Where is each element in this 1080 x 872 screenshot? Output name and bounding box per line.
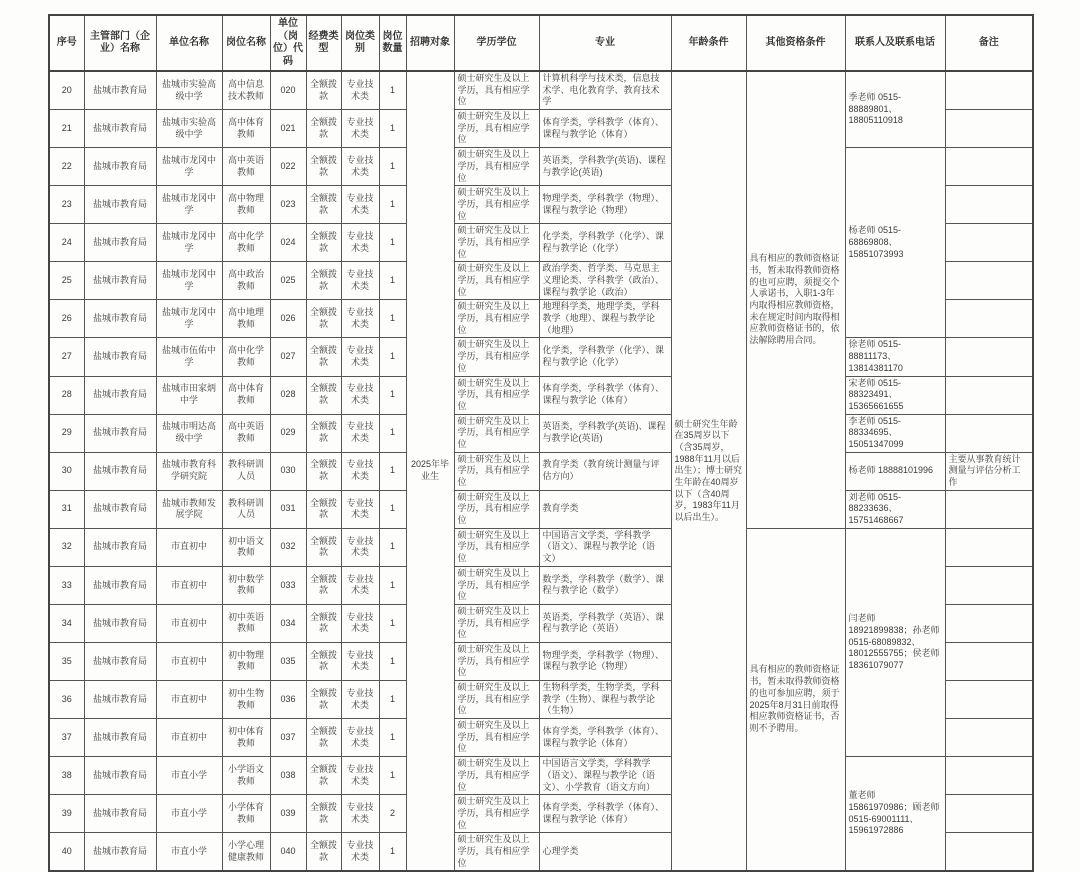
cell-no: 34 [49, 604, 84, 642]
cell-remark [945, 833, 1033, 872]
cell-post-count: 1 [379, 148, 406, 186]
cell-remark [945, 414, 1033, 452]
cell-degree: 硕士研究生及以上学历，具有相应学位 [454, 642, 539, 680]
cell-fund-type: 全额拨款 [306, 148, 341, 186]
table-row [49, 71, 1033, 110]
cell-unit: 盐城市实验高级中学 [156, 71, 222, 110]
cell-unit: 市直初中 [156, 719, 222, 757]
cell-major: 心理学类 [539, 833, 671, 872]
cell-no: 23 [49, 186, 84, 224]
cell-fund-type: 全额拨款 [306, 490, 341, 528]
cell-remark [945, 110, 1033, 148]
cell-post: 初中英语教师 [222, 604, 270, 642]
cell-age-condition: 硕士研究生年龄在35周岁以下（含35周岁，1988年11月以后出生）；博士研究生年龄在40周岁以下（含40周岁，1983年11月以后出生）。 [671, 71, 746, 871]
cell-no: 38 [49, 757, 84, 795]
cell-unit: 盐城市龙冈中学 [156, 224, 222, 262]
col-header-degree: 学历学位 [454, 15, 539, 71]
cell-post-count: 1 [379, 452, 406, 490]
cell-post-category: 专业技术类 [341, 757, 379, 795]
cell-post-category: 专业技术类 [341, 148, 379, 186]
recruitment-table [48, 14, 1034, 872]
cell-degree: 硕士研究生及以上学历，具有相应学位 [454, 71, 539, 110]
cell-major: 教育学类 [539, 490, 671, 528]
cell-fund-type: 全额拨款 [306, 110, 341, 148]
cell-dept: 盐城市教育局 [84, 528, 156, 566]
cell-post-category: 专业技术类 [341, 604, 379, 642]
col-header-age: 年龄条件 [671, 15, 746, 71]
cell-post-category: 专业技术类 [341, 452, 379, 490]
col-header-target: 招聘对象 [406, 15, 454, 71]
cell-post-count: 1 [379, 110, 406, 148]
cell-unit: 盐城市龙冈中学 [156, 262, 222, 300]
cell-remark [945, 338, 1033, 376]
cell-remark [945, 604, 1033, 642]
cell-major: 化学类，学科教学（化学）、课程与教学论（化学） [539, 338, 671, 376]
cell-fund-type: 全额拨款 [306, 757, 341, 795]
cell-code: 030 [270, 452, 306, 490]
cell-fund-type: 全额拨款 [306, 262, 341, 300]
cell-major: 英语类，学科教学(英语)、课程与教学论(英语) [539, 148, 671, 186]
cell-post: 初中体育教师 [222, 719, 270, 757]
cell-post-count: 1 [379, 490, 406, 528]
table-row [49, 414, 1033, 452]
cell-contact: 杨老师 0515-68869808、15851073993 [845, 148, 945, 338]
cell-code: 023 [270, 186, 306, 224]
cell-post: 高中化学教师 [222, 224, 270, 262]
cell-major: 体育学类，学科教学（体育）、课程与教学论（体育） [539, 795, 671, 833]
cell-post-count: 1 [379, 338, 406, 376]
cell-post-category: 专业技术类 [341, 528, 379, 566]
cell-degree: 硕士研究生及以上学历，具有相应学位 [454, 566, 539, 604]
cell-code: 034 [270, 604, 306, 642]
cell-no: 30 [49, 452, 84, 490]
cell-fund-type: 全额拨款 [306, 719, 341, 757]
cell-dept: 盐城市教育局 [84, 71, 156, 110]
cell-post-category: 专业技术类 [341, 795, 379, 833]
cell-code: 027 [270, 338, 306, 376]
cell-unit: 盐城市龙冈中学 [156, 148, 222, 186]
table-row [49, 376, 1033, 414]
cell-post: 高中政治教师 [222, 262, 270, 300]
cell-no: 22 [49, 148, 84, 186]
cell-fund-type: 全额拨款 [306, 681, 341, 719]
cell-dept: 盐城市教育局 [84, 604, 156, 642]
cell-post: 初中语文教师 [222, 528, 270, 566]
cell-unit: 市直初中 [156, 566, 222, 604]
cell-post: 高中体育教师 [222, 376, 270, 414]
table-row [49, 490, 1033, 528]
cell-post-category: 专业技术类 [341, 833, 379, 872]
cell-degree: 硕士研究生及以上学历，具有相应学位 [454, 681, 539, 719]
cell-post-category: 专业技术类 [341, 719, 379, 757]
cell-unit: 市直初中 [156, 681, 222, 719]
cell-post-count: 1 [379, 528, 406, 566]
cell-post-count: 1 [379, 186, 406, 224]
col-header-remark: 备注 [945, 15, 1033, 71]
cell-post-count: 1 [379, 71, 406, 110]
col-header-count: 岗位数量 [379, 15, 406, 71]
cell-other-qualification: 具有相应的教师资格证书，暂未取得教师资格的也可应聘，须提交个人承诺书，入职1-3年内取得相应教师资格，未在规定时间内取得相应教师资格证书的，依法解除聘用合同。 [746, 71, 845, 528]
cell-post-category: 专业技术类 [341, 110, 379, 148]
cell-dept: 盐城市教育局 [84, 795, 156, 833]
col-header-code: 单位（岗位）代码 [270, 15, 306, 71]
cell-post-category: 专业技术类 [341, 71, 379, 110]
cell-no: 29 [49, 414, 84, 452]
cell-remark [945, 795, 1033, 833]
cell-degree: 硕士研究生及以上学历，具有相应学位 [454, 452, 539, 490]
cell-dept: 盐城市教育局 [84, 148, 156, 186]
cell-unit: 盐城市实验高级中学 [156, 110, 222, 148]
cell-degree: 硕士研究生及以上学历，具有相应学位 [454, 528, 539, 566]
cell-fund-type: 全额拨款 [306, 566, 341, 604]
cell-post: 高中信息技术教师 [222, 71, 270, 110]
cell-dept: 盐城市教育局 [84, 719, 156, 757]
cell-post-category: 专业技术类 [341, 300, 379, 338]
cell-post-count: 1 [379, 414, 406, 452]
cell-fund-type: 全额拨款 [306, 71, 341, 110]
cell-post: 高中物理教师 [222, 186, 270, 224]
cell-no: 37 [49, 719, 84, 757]
cell-code: 021 [270, 110, 306, 148]
cell-post: 小学心理健康教师 [222, 833, 270, 872]
cell-code: 033 [270, 566, 306, 604]
cell-fund-type: 全额拨款 [306, 186, 341, 224]
cell-post: 初中数学教师 [222, 566, 270, 604]
cell-code: 038 [270, 757, 306, 795]
cell-remark [945, 262, 1033, 300]
cell-remark [945, 642, 1033, 680]
cell-contact: 徐老师 0515-88811173、13814381170 [845, 338, 945, 376]
cell-no: 35 [49, 642, 84, 680]
cell-contact: 杨老师 18888101996 [845, 452, 945, 490]
cell-post-category: 专业技术类 [341, 338, 379, 376]
cell-unit: 盐城市明达高级中学 [156, 414, 222, 452]
cell-post: 小学体育教师 [222, 795, 270, 833]
cell-unit: 市直初中 [156, 604, 222, 642]
col-header-unit: 单位名称 [156, 15, 222, 71]
cell-degree: 硕士研究生及以上学历，具有相应学位 [454, 604, 539, 642]
cell-degree: 硕士研究生及以上学历，具有相应学位 [454, 376, 539, 414]
cell-code: 020 [270, 71, 306, 110]
cell-degree: 硕士研究生及以上学历，具有相应学位 [454, 110, 539, 148]
cell-post-category: 专业技术类 [341, 642, 379, 680]
col-header-post: 岗位名称 [222, 15, 270, 71]
cell-dept: 盐城市教育局 [84, 376, 156, 414]
col-header-qualification: 其他资格条件 [746, 15, 845, 71]
cell-major: 物理学类，学科教学（物理）、课程与教学论（物理） [539, 642, 671, 680]
cell-post-count: 1 [379, 681, 406, 719]
cell-contact: 李老师 0515-88334695、15051347099 [845, 414, 945, 452]
cell-unit: 盐城市田家炳中学 [156, 376, 222, 414]
col-header-category: 岗位类别 [341, 15, 379, 71]
cell-dept: 盐城市教育局 [84, 833, 156, 872]
cell-post: 高中英语教师 [222, 414, 270, 452]
cell-post: 教科研训人员 [222, 452, 270, 490]
cell-remark [945, 71, 1033, 110]
cell-fund-type: 全额拨款 [306, 376, 341, 414]
cell-post-count: 1 [379, 224, 406, 262]
cell-post: 教科研训人员 [222, 490, 270, 528]
cell-post-count: 1 [379, 757, 406, 795]
cell-post-category: 专业技术类 [341, 376, 379, 414]
cell-major: 体育学类，学科教学（体育）、课程与教学论（体育） [539, 110, 671, 148]
cell-code: 024 [270, 224, 306, 262]
cell-post-count: 1 [379, 604, 406, 642]
cell-no: 20 [49, 71, 84, 110]
cell-contact: 宋老师 0515-88323491、15365661655 [845, 376, 945, 414]
table-row [49, 338, 1033, 376]
cell-code: 032 [270, 528, 306, 566]
cell-major: 生物科学类，生物学类，学科教学（生物）、课程与教学论（生物） [539, 681, 671, 719]
cell-degree: 硕士研究生及以上学历，具有相应学位 [454, 224, 539, 262]
cell-no: 36 [49, 681, 84, 719]
cell-contact: 刘老师 0515-88233636、15751468667 [845, 490, 945, 528]
cell-degree: 硕士研究生及以上学历，具有相应学位 [454, 719, 539, 757]
cell-code: 022 [270, 148, 306, 186]
cell-dept: 盐城市教育局 [84, 642, 156, 680]
cell-code: 035 [270, 642, 306, 680]
cell-remark [945, 528, 1033, 566]
cell-post: 初中生物教师 [222, 681, 270, 719]
cell-code: 029 [270, 414, 306, 452]
cell-degree: 硕士研究生及以上学历，具有相应学位 [454, 795, 539, 833]
cell-fund-type: 全额拨款 [306, 642, 341, 680]
cell-major: 体育学类，学科教学（体育）、课程与教学论（体育） [539, 376, 671, 414]
cell-post: 小学语文教师 [222, 757, 270, 795]
cell-degree: 硕士研究生及以上学历，具有相应学位 [454, 148, 539, 186]
cell-dept: 盐城市教育局 [84, 338, 156, 376]
cell-post-count: 1 [379, 376, 406, 414]
cell-no: 39 [49, 795, 84, 833]
cell-post-count: 2 [379, 795, 406, 833]
cell-contact: 季老师 0515-88889801、18805110918 [845, 71, 945, 148]
cell-post-category: 专业技术类 [341, 414, 379, 452]
cell-remark [945, 376, 1033, 414]
cell-remark [945, 148, 1033, 186]
col-header-dept: 主管部门（企业）名称 [84, 15, 156, 71]
cell-no: 21 [49, 110, 84, 148]
cell-major: 政治学类、哲学类、马克思主义理论类、学科教学（政治）、课程与教学论（政治） [539, 262, 671, 300]
cell-unit: 市直小学 [156, 795, 222, 833]
table-row [49, 148, 1033, 186]
cell-no: 28 [49, 376, 84, 414]
cell-major: 数学类，学科教学（数学）、课程与教学论（数学） [539, 566, 671, 604]
cell-dept: 盐城市教育局 [84, 300, 156, 338]
cell-dept: 盐城市教育局 [84, 110, 156, 148]
cell-major: 中国语言文学类，学科教学（语文）、课程与教学论（语文） [539, 528, 671, 566]
cell-unit: 市直小学 [156, 833, 222, 872]
cell-post-category: 专业技术类 [341, 186, 379, 224]
cell-post-category: 专业技术类 [341, 566, 379, 604]
cell-degree: 硕士研究生及以上学历，具有相应学位 [454, 262, 539, 300]
table-row [49, 528, 1033, 566]
cell-major: 化学类，学科教学（化学）、课程与教学论（化学） [539, 224, 671, 262]
cell-post-count: 1 [379, 833, 406, 872]
cell-remark [945, 224, 1033, 262]
cell-dept: 盐城市教育局 [84, 757, 156, 795]
cell-recruit-target: 2025年毕业生 [406, 71, 454, 871]
cell-post-category: 专业技术类 [341, 681, 379, 719]
cell-fund-type: 全额拨款 [306, 528, 341, 566]
cell-major: 英语类，学科教学（英语）、课程与教学论（英语） [539, 604, 671, 642]
cell-degree: 硕士研究生及以上学历，具有相应学位 [454, 338, 539, 376]
cell-unit: 盐城市伍佑中学 [156, 338, 222, 376]
cell-fund-type: 全额拨款 [306, 300, 341, 338]
cell-other-qualification: 具有相应的教师资格证书，暂未取得教师资格的也可参加应聘，须于2025年8月31日前取得相应教师资格证书，否则不予聘用。 [746, 528, 845, 871]
cell-no: 24 [49, 224, 84, 262]
cell-unit: 盐城市教师发展学院 [156, 490, 222, 528]
cell-no: 40 [49, 833, 84, 872]
cell-contact: 闫老师 18921899838；孙老师 0515-68089832、18012555755；侯老师 18361079077 [845, 528, 945, 756]
cell-unit: 盐城市龙冈中学 [156, 186, 222, 224]
cell-post-category: 专业技术类 [341, 262, 379, 300]
cell-no: 33 [49, 566, 84, 604]
cell-code: 036 [270, 681, 306, 719]
cell-post-count: 1 [379, 566, 406, 604]
cell-code: 028 [270, 376, 306, 414]
cell-dept: 盐城市教育局 [84, 681, 156, 719]
cell-code: 039 [270, 795, 306, 833]
table-row [49, 757, 1033, 795]
cell-fund-type: 全额拨款 [306, 414, 341, 452]
cell-post: 高中体育教师 [222, 110, 270, 148]
cell-remark [945, 490, 1033, 528]
col-header-no: 序号 [49, 15, 84, 71]
cell-degree: 硕士研究生及以上学历，具有相应学位 [454, 186, 539, 224]
cell-no: 26 [49, 300, 84, 338]
cell-no: 32 [49, 528, 84, 566]
cell-major: 物理学类，学科教学（物理）、课程与教学论（物理） [539, 186, 671, 224]
cell-unit: 盐城市教育科学研究院 [156, 452, 222, 490]
cell-post: 高中化学教师 [222, 338, 270, 376]
cell-post-category: 专业技术类 [341, 224, 379, 262]
cell-code: 037 [270, 719, 306, 757]
cell-post-count: 1 [379, 642, 406, 680]
cell-remark [945, 757, 1033, 795]
cell-degree: 硕士研究生及以上学历，具有相应学位 [454, 490, 539, 528]
col-header-fund: 经费类型 [306, 15, 341, 71]
cell-dept: 盐城市教育局 [84, 414, 156, 452]
cell-degree: 硕士研究生及以上学历，具有相应学位 [454, 757, 539, 795]
cell-degree: 硕士研究生及以上学历，具有相应学位 [454, 833, 539, 872]
cell-fund-type: 全额拨款 [306, 338, 341, 376]
cell-fund-type: 全额拨款 [306, 795, 341, 833]
col-header-major: 专业 [539, 15, 671, 71]
cell-major: 英语类，学科教学(英语)、课程与教学论(英语) [539, 414, 671, 452]
cell-unit: 市直小学 [156, 757, 222, 795]
cell-post-count: 1 [379, 262, 406, 300]
cell-post: 初中物理教师 [222, 642, 270, 680]
cell-dept: 盐城市教育局 [84, 186, 156, 224]
cell-no: 31 [49, 490, 84, 528]
cell-degree: 硕士研究生及以上学历，具有相应学位 [454, 414, 539, 452]
cell-fund-type: 全额拨款 [306, 452, 341, 490]
cell-remark [945, 186, 1033, 224]
table-row [49, 452, 1033, 490]
cell-code: 025 [270, 262, 306, 300]
cell-post: 高中地理教师 [222, 300, 270, 338]
cell-remark [945, 681, 1033, 719]
cell-code: 031 [270, 490, 306, 528]
col-header-contact: 联系人及联系电话 [845, 15, 945, 71]
cell-unit: 盐城市龙冈中学 [156, 300, 222, 338]
cell-contact: 董老师 15861970986；顾老师 0515-69001111、15961972886 [845, 757, 945, 872]
cell-dept: 盐城市教育局 [84, 262, 156, 300]
cell-post-count: 1 [379, 300, 406, 338]
cell-no: 25 [49, 262, 84, 300]
cell-major: 体育学类，学科教学（体育）、课程与教学论（体育） [539, 719, 671, 757]
cell-unit: 市直初中 [156, 528, 222, 566]
cell-fund-type: 全额拨款 [306, 833, 341, 872]
cell-dept: 盐城市教育局 [84, 452, 156, 490]
cell-dept: 盐城市教育局 [84, 566, 156, 604]
cell-dept: 盐城市教育局 [84, 490, 156, 528]
cell-fund-type: 全额拨款 [306, 604, 341, 642]
cell-major: 教育学类（教育统计测量与评估方向） [539, 452, 671, 490]
cell-code: 040 [270, 833, 306, 872]
cell-no: 27 [49, 338, 84, 376]
cell-major: 地理科学类，地理学类，学科教学（地理）、课程与教学论（地理） [539, 300, 671, 338]
cell-code: 026 [270, 300, 306, 338]
cell-remark [945, 719, 1033, 757]
cell-fund-type: 全额拨款 [306, 224, 341, 262]
cell-dept: 盐城市教育局 [84, 224, 156, 262]
cell-remark [945, 300, 1033, 338]
cell-degree: 硕士研究生及以上学历，具有相应学位 [454, 300, 539, 338]
cell-post-category: 专业技术类 [341, 490, 379, 528]
cell-remark [945, 566, 1033, 604]
cell-post: 高中英语教师 [222, 148, 270, 186]
cell-unit: 市直初中 [156, 642, 222, 680]
header-row [49, 15, 1033, 71]
cell-major: 计算机科学与技术类，信息技术学、电化教育学、教育技术学 [539, 71, 671, 110]
cell-post-count: 1 [379, 719, 406, 757]
cell-remark: 主要从事教育统计测量与评估分析工作 [945, 452, 1033, 490]
cell-major: 中国语言文学类，学科教学（语文）、课程与教学论（语文）、小学教育（语文方向） [539, 757, 671, 795]
